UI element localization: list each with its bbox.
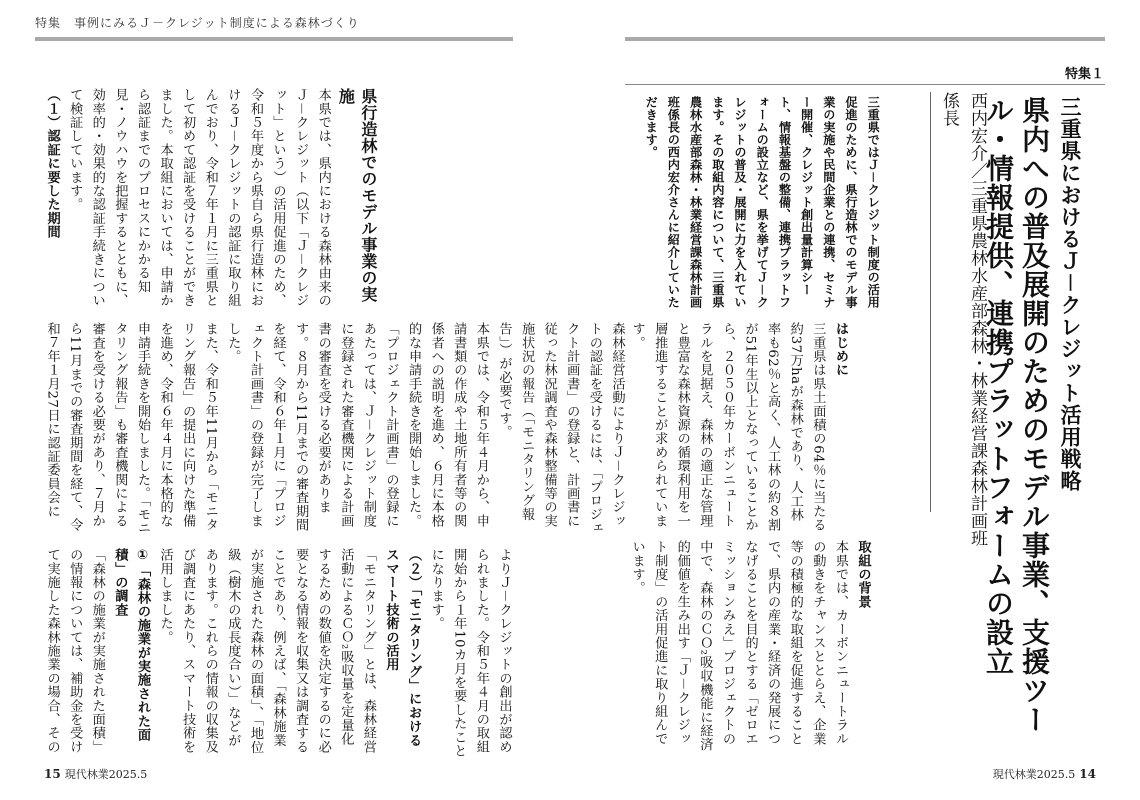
intro-section [625, 322, 851, 532]
running-header: 特集 事例にみるＪ－クレジット制度による森林づくり [35, 16, 360, 30]
smart-heading: （２）「モニタリング」におけるスマート技術の活用 [383, 548, 422, 747]
footer-left [40, 766, 147, 782]
intro-heading: はじめに [832, 322, 848, 377]
author-byline: 西内宏介／三重県農林水産部森林・林業経営課森林計画班係長 [939, 92, 987, 547]
background-text: 本県では、カーボンニュートラルの動きをチャンスととらえ、企業等の積極的な取組を促進することで、県内の産業・経済の発展につなげることを目的とする「ゼロエミッションみえ」プロジェクトの中で、森林のＣＯ₂吸収機能に経済的価値を生み出す「Ｊ－クレジット制度」の活用促進に取り組んでいます。 [629, 540, 848, 752]
article-subtitle: 三重県におけるＪ－クレジット活用戦略 [1058, 96, 1082, 492]
model-section [40, 88, 379, 310]
area-heading: ①「森林の施業が実施された面積」の調査 [112, 548, 150, 742]
feature-underline [625, 84, 1105, 85]
lead-paragraph: 三重県ではＪ－クレジット制度の活用促進のために、県行造林でのモデル事業の実施や民間企業との連携、セミナー開催、クレジット創出量計算シート、情報基盤の整備、連携プラットフォームの設立など、県を挙げてＪ－クレジットの普及・展開に力を入れています。その取組内容について、三重県農林水産部森林・林業経営課森林計画班係長の西内宏介さんに紹介していただきます。 [644, 96, 881, 309]
background-heading: 取組の背景 [855, 540, 871, 609]
area-text: 「森林の施業が実施された面積」の情報については、補助金を受けて実施した森林施業の場合、その [44, 548, 105, 754]
background-section [625, 540, 874, 755]
feature-label: 特集１ [1064, 67, 1104, 82]
article-title: 県内への普及展開のためのモデル事業、支援ツール・情報提供、連携プラットフォームの設立 [982, 96, 1051, 734]
smart-section [40, 548, 514, 758]
journal-name-left: 現代林業2025.5 [64, 768, 148, 781]
footer-right [993, 766, 1100, 782]
smart-text: 「モニタリング」とは、森林経営活動によるＣＯ₂吸収量を定量化するための数値を決定するのに必要となる情報を収集又は調査することであり、例えば、「森林施業が実施された森林の面積」、「地位級（樹木の成長度合い）」などがあります。これらの情報の収集及び調査にあたり、スマート技術を活用しました。 [157, 548, 376, 754]
author-rule [930, 92, 931, 512]
period-section [40, 322, 627, 540]
model-heading: 県行造林でのモデル事業の実施 [336, 88, 378, 303]
page-number-left: 15 [44, 767, 61, 781]
model-text: 本県では、県内における森林由来のＪ－クレジット（以下「Ｊ－クレジット」という）の活用促進のため、令和５年度から県自ら県行造林におけるＪ－クレジットの認証に取り組んでおり、令和７年１月に三重県として初めて認証を受けることができました。本取組においては、申請から認証までのプロセスにかかる知見・ノウハウを把握するとともに、効率的・効果的な認証手続きについて検証しています。 [67, 88, 331, 308]
header-rule-left [35, 37, 513, 41]
page-number-right: 14 [1079, 767, 1096, 781]
period-heading: （１）認証に要した期間 [44, 88, 60, 239]
period-text-cont: よりＪ－クレジットの創出が認められました。令和５年４月の取組開始から１年10カ月を要したことになります。 [428, 548, 512, 758]
intro-text: 三重県は県土面積の64％に当たる約37万haが森林であり、人工林率も62％と高く、人工林の約８割が51年生以上となっていることから、２０５０年カーボンニュートラルを見据え、森林の適正な管理と豊富な森林資源の循環利用を一層推進することが求められています。 [629, 322, 826, 532]
journal-name-right: 現代林業2025.5 [992, 768, 1076, 781]
period-text: 森林経営活動によりＪ－クレジットの認証を受けるには、「プロジェクト計画書」の登録と、計画書に従った林況調査や森林整備等の実施状況の報告（「モニタリング報告」）が必要です。 本県では、令和５年４月から、申請書類の作成や土地所有者等の関係者への説明を進め、６月に本格的な申請手続きを開始しました。「プロジェクト計画書」の登録にあたっては、Ｊ－クレジット制度に登録された審査機関による計画書の審査を受ける必要があります。８月から11月までの審査期間を経て、令和６年１月に「プロジェクト計画書」の登録が完了しました。 また、令和５年11月から「モニタリング報告」の提出に向けた準備を進め、令和６年４月に本格的な申請手続きを開始しました。「モニタリング報告」も審査機関による審査を受ける必要があり、７月から11月までの審査期間を経て、令和７年１月27日に認証委員会に [44, 322, 625, 535]
header-rule-right [625, 37, 1105, 41]
